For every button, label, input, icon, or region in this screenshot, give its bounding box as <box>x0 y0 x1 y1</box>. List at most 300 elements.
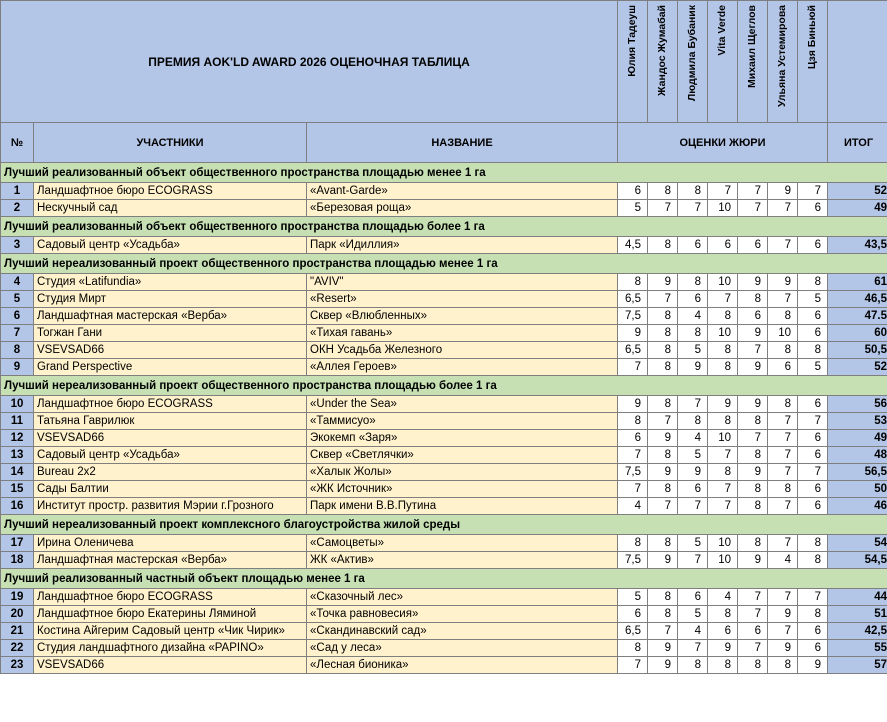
table-row <box>1 342 887 359</box>
score-cell: 8 <box>768 481 798 498</box>
project-name-cell: «Сад у леса» <box>307 640 618 657</box>
score-cell: 6 <box>798 498 828 515</box>
score-cell: 8 <box>648 237 678 254</box>
score-cell: 7 <box>768 430 798 447</box>
score-cell: 9 <box>738 552 768 569</box>
score-cell: 7,5 <box>618 464 648 481</box>
score-cell: 7 <box>708 481 738 498</box>
score-cell: 6 <box>678 481 708 498</box>
score-cell: 8 <box>768 396 798 413</box>
participant-cell: Институт простр. развития Мэрии г.Грозного <box>34 498 307 515</box>
score-cell: 7 <box>738 183 768 200</box>
score-cell: 5 <box>678 447 708 464</box>
table-row <box>1 498 887 515</box>
score-cell: 9 <box>738 274 768 291</box>
score-cell: 7 <box>618 481 648 498</box>
score-cell: 6 <box>798 237 828 254</box>
score-cell: 8 <box>678 413 708 430</box>
score-cell: 7 <box>798 413 828 430</box>
score-cell: 4,5 <box>618 237 648 254</box>
score-cell: 7 <box>708 498 738 515</box>
score-cell: 8 <box>708 359 738 376</box>
total-cell: 51 <box>828 606 887 623</box>
score-cell: 8 <box>708 657 738 674</box>
score-cell: 8 <box>618 640 648 657</box>
score-cell: 6 <box>738 308 768 325</box>
row-number: 16 <box>1 498 34 515</box>
total-cell: 52 <box>828 359 887 376</box>
table-row <box>1 552 887 569</box>
score-cell: 7 <box>798 589 828 606</box>
score-cell: 9 <box>648 640 678 657</box>
project-name-cell: «Самоцветы» <box>307 535 618 552</box>
project-name-cell: «Avant-Garde» <box>307 183 618 200</box>
score-cell: 8 <box>648 396 678 413</box>
table-row <box>1 640 887 657</box>
table-row <box>1 200 887 217</box>
score-cell: 6 <box>798 623 828 640</box>
project-name-cell: Сквер «Влюбленных» <box>307 308 618 325</box>
score-cell: 8 <box>678 183 708 200</box>
score-cell: 7 <box>738 589 768 606</box>
table-row <box>1 413 887 430</box>
score-cell: 6,5 <box>618 291 648 308</box>
row-number: 11 <box>1 413 34 430</box>
table-row <box>1 325 887 342</box>
table-row <box>1 359 887 376</box>
participant-cell: Студия ландшафтного дизайна «PAPINO» <box>34 640 307 657</box>
score-cell: 7 <box>708 447 738 464</box>
score-cell: 9 <box>768 274 798 291</box>
score-cell: 8 <box>708 413 738 430</box>
score-cell: 7 <box>738 200 768 217</box>
score-cell: 5 <box>618 200 648 217</box>
table-row <box>1 464 887 481</box>
score-cell: 5 <box>678 342 708 359</box>
score-cell: 9 <box>678 359 708 376</box>
score-cell: 7 <box>648 623 678 640</box>
score-cell: 10 <box>708 535 738 552</box>
score-cell: 7 <box>618 359 648 376</box>
total-cell: 60 <box>828 325 887 342</box>
project-name-cell: «Лесная бионика» <box>307 657 618 674</box>
project-name-cell: "AVIV" <box>307 274 618 291</box>
score-cell: 7 <box>768 623 798 640</box>
row-number: 4 <box>1 274 34 291</box>
project-name-cell: Сквер «Светлячки» <box>307 447 618 464</box>
category-title: Лучший нереализованный проект общественного пространства площадью менее 1 га <box>1 254 887 274</box>
score-cell: 7 <box>768 291 798 308</box>
total-cell: 50 <box>828 481 887 498</box>
project-name-cell: «Тихая гавань» <box>307 325 618 342</box>
participant-cell: Студия Мирт <box>34 291 307 308</box>
row-number: 13 <box>1 447 34 464</box>
total-cell: 48 <box>828 447 887 464</box>
score-cell: 9 <box>738 325 768 342</box>
score-cell: 8 <box>678 325 708 342</box>
row-number: 7 <box>1 325 34 342</box>
score-cell: 7 <box>678 498 708 515</box>
header-total: ИТОГ <box>828 123 887 163</box>
participant-cell: Татьяна Гаврилюк <box>34 413 307 430</box>
table-row <box>1 657 887 674</box>
score-cell: 7 <box>738 606 768 623</box>
project-name-cell: Экокемп «Заря» <box>307 430 618 447</box>
score-cell: 10 <box>708 325 738 342</box>
score-cell: 6,5 <box>618 623 648 640</box>
participant-cell: Ирина Оленичева <box>34 535 307 552</box>
project-name-cell: «Аллея Героев» <box>307 359 618 376</box>
score-cell: 6 <box>798 481 828 498</box>
score-cell: 9 <box>738 396 768 413</box>
category-title: Лучший реализованный объект общественного пространства площадью более 1 га <box>1 217 887 237</box>
score-cell: 9 <box>648 552 678 569</box>
score-cell: 8 <box>648 308 678 325</box>
score-cell: 9 <box>648 657 678 674</box>
score-cell: 7 <box>768 447 798 464</box>
score-cell: 9 <box>648 274 678 291</box>
total-cell: 52 <box>828 183 887 200</box>
score-cell: 10 <box>768 325 798 342</box>
score-cell: 7 <box>648 291 678 308</box>
score-cell: 5 <box>798 291 828 308</box>
score-cell: 8 <box>738 447 768 464</box>
score-cell: 9 <box>708 396 738 413</box>
header-num: № <box>1 123 34 163</box>
score-cell: 8 <box>648 447 678 464</box>
score-cell: 9 <box>738 359 768 376</box>
score-cell: 10 <box>708 274 738 291</box>
score-cell: 10 <box>708 430 738 447</box>
participant-cell: VSEVSAD66 <box>34 430 307 447</box>
category-row <box>1 515 887 535</box>
score-cell: 6 <box>798 430 828 447</box>
score-cell: 4 <box>678 308 708 325</box>
score-cell: 8 <box>648 342 678 359</box>
category-title: Лучший нереализованный проект комплексного благоустройства жилой среды <box>1 515 887 535</box>
score-cell: 5 <box>678 606 708 623</box>
score-cell: 7 <box>768 535 798 552</box>
score-cell: 8 <box>798 606 828 623</box>
score-cell: 8 <box>798 535 828 552</box>
row-number: 15 <box>1 481 34 498</box>
total-cell: 49 <box>828 430 887 447</box>
jury-name: Михаил Щеглов <box>738 1 768 123</box>
score-cell: 6 <box>708 237 738 254</box>
score-cell: 6 <box>798 325 828 342</box>
participant-cell: Grand Perspective <box>34 359 307 376</box>
score-cell: 8 <box>618 535 648 552</box>
column-header-row <box>1 123 887 163</box>
category-title: Лучший реализованный частный объект площадью менее 1 га <box>1 569 887 589</box>
row-number: 12 <box>1 430 34 447</box>
row-number: 22 <box>1 640 34 657</box>
score-cell: 7 <box>618 447 648 464</box>
score-cell: 4 <box>768 552 798 569</box>
score-cell: 7 <box>768 464 798 481</box>
total-cell: 46 <box>828 498 887 515</box>
score-cell: 6 <box>678 237 708 254</box>
score-cell: 10 <box>708 552 738 569</box>
score-cell: 8 <box>798 274 828 291</box>
category-title: Лучший нереализованный проект общественного пространства площадью более 1 га <box>1 376 887 396</box>
score-cell: 8 <box>648 183 678 200</box>
score-cell: 7 <box>678 640 708 657</box>
jury-name: Ульяна Устемирова <box>768 1 798 123</box>
row-number: 18 <box>1 552 34 569</box>
project-name-cell: «Скандинавский сад» <box>307 623 618 640</box>
project-name-cell: «Under the Sea» <box>307 396 618 413</box>
participant-cell: Ландшафтное бюро ECOGRASS <box>34 183 307 200</box>
score-cell: 4 <box>708 589 738 606</box>
participant-cell: Студия «Latifundia» <box>34 274 307 291</box>
participant-cell: Костина Айгерим Садовый центр «Чик Чирик» <box>34 623 307 640</box>
score-cell: 8 <box>708 342 738 359</box>
row-number: 23 <box>1 657 34 674</box>
row-number: 1 <box>1 183 34 200</box>
score-cell: 8 <box>618 413 648 430</box>
table-row <box>1 183 887 200</box>
participant-cell: VSEVSAD66 <box>34 657 307 674</box>
score-cell: 7 <box>618 657 648 674</box>
score-cell: 7 <box>738 342 768 359</box>
score-cell: 8 <box>798 552 828 569</box>
table-row <box>1 237 887 254</box>
score-cell: 9 <box>738 464 768 481</box>
participant-cell: Садовый центр «Усадьба» <box>34 447 307 464</box>
score-cell: 6 <box>798 640 828 657</box>
row-number: 6 <box>1 308 34 325</box>
participant-cell: Ландшафтная мастерская «Верба» <box>34 308 307 325</box>
score-cell: 6 <box>798 308 828 325</box>
total-cell: 42,5 <box>828 623 887 640</box>
row-number: 9 <box>1 359 34 376</box>
total-cell: 50,5 <box>828 342 887 359</box>
row-number: 2 <box>1 200 34 217</box>
score-cell: 6 <box>678 589 708 606</box>
score-cell: 9 <box>678 464 708 481</box>
table-row <box>1 274 887 291</box>
score-cell: 8 <box>648 589 678 606</box>
score-cell: 8 <box>798 342 828 359</box>
score-cell: 8 <box>648 325 678 342</box>
score-cell: 7 <box>648 200 678 217</box>
score-cell: 7 <box>708 183 738 200</box>
title-row <box>1 1 887 123</box>
score-cell: 9 <box>768 183 798 200</box>
project-name-cell: ЖК «Актив» <box>307 552 618 569</box>
score-cell: 8 <box>708 464 738 481</box>
score-cell: 4 <box>678 623 708 640</box>
score-cell: 8 <box>768 342 798 359</box>
score-cell: 8 <box>678 274 708 291</box>
score-cell: 4 <box>618 498 648 515</box>
score-cell: 8 <box>768 308 798 325</box>
score-cell: 6,5 <box>618 342 648 359</box>
score-cell: 10 <box>708 200 738 217</box>
project-name-cell: «Березовая роща» <box>307 200 618 217</box>
header-blank <box>828 1 887 123</box>
project-name-cell: «Точка равновесия» <box>307 606 618 623</box>
score-cell: 7 <box>738 430 768 447</box>
header-participants: УЧАСТНИКИ <box>34 123 307 163</box>
participant-cell: Ландшафтное бюро ECOGRASS <box>34 396 307 413</box>
score-cell: 8 <box>738 657 768 674</box>
score-cell: 8 <box>648 606 678 623</box>
score-cell: 9 <box>648 464 678 481</box>
score-cell: 8 <box>648 359 678 376</box>
total-cell: 57 <box>828 657 887 674</box>
table-row <box>1 589 887 606</box>
participant-cell: Садовый центр «Усадьба» <box>34 237 307 254</box>
project-name-cell: «Халык Жолы» <box>307 464 618 481</box>
score-cell: 6 <box>768 359 798 376</box>
category-row <box>1 254 887 274</box>
score-cell: 6 <box>678 291 708 308</box>
total-cell: 47.5 <box>828 308 887 325</box>
table-row <box>1 535 887 552</box>
score-cell: 6 <box>738 623 768 640</box>
project-name-cell: «Resert» <box>307 291 618 308</box>
score-cell: 7 <box>678 200 708 217</box>
page-title: ПРЕМИЯ AOK'LD AWARD 2026 ОЦЕНОЧНАЯ ТАБЛИЦА <box>1 1 618 123</box>
score-cell: 4 <box>678 430 708 447</box>
category-row <box>1 376 887 396</box>
total-cell: 54,5 <box>828 552 887 569</box>
category-row <box>1 569 887 589</box>
score-cell: 7 <box>708 291 738 308</box>
score-cell: 7 <box>798 464 828 481</box>
score-cell: 9 <box>618 396 648 413</box>
score-cell: 8 <box>708 606 738 623</box>
jury-name: Юлия Тадеуш <box>618 1 648 123</box>
total-cell: 55 <box>828 640 887 657</box>
score-cell: 6 <box>618 430 648 447</box>
participant-cell: Нескучный сад <box>34 200 307 217</box>
score-cell: 7,5 <box>618 308 648 325</box>
row-number: 3 <box>1 237 34 254</box>
score-cell: 5 <box>618 589 648 606</box>
participant-cell: Ландшафтное бюро ECOGRASS <box>34 589 307 606</box>
project-name-cell: Парк имени В.В.Путина <box>307 498 618 515</box>
score-cell: 6 <box>708 623 738 640</box>
total-cell: 61 <box>828 274 887 291</box>
table-row <box>1 430 887 447</box>
total-cell: 54 <box>828 535 887 552</box>
score-cell: 9 <box>768 606 798 623</box>
jury-name: Цзя Биньюй <box>798 1 828 123</box>
category-row <box>1 163 887 183</box>
score-cell: 9 <box>708 640 738 657</box>
score-cell: 8 <box>738 291 768 308</box>
project-name-cell: «ЖК Источник» <box>307 481 618 498</box>
participant-cell: Тогжан Гани <box>34 325 307 342</box>
score-cell: 7 <box>648 498 678 515</box>
score-cell: 6 <box>738 237 768 254</box>
total-cell: 56,5 <box>828 464 887 481</box>
row-number: 10 <box>1 396 34 413</box>
row-number: 5 <box>1 291 34 308</box>
score-cell: 8 <box>738 413 768 430</box>
table-body <box>1 163 887 674</box>
total-cell: 43,5 <box>828 237 887 254</box>
score-cell: 6 <box>618 606 648 623</box>
score-cell: 8 <box>648 535 678 552</box>
score-cell: 8 <box>618 274 648 291</box>
score-cell: 8 <box>738 498 768 515</box>
row-number: 19 <box>1 589 34 606</box>
score-cell: 6 <box>798 447 828 464</box>
participant-cell: Сады Балтии <box>34 481 307 498</box>
jury-name: Vita Verde <box>708 1 738 123</box>
score-cell: 7 <box>768 498 798 515</box>
score-cell: 8 <box>708 308 738 325</box>
score-cell: 7 <box>768 413 798 430</box>
project-name-cell: Парк «Идиллия» <box>307 237 618 254</box>
category-row <box>1 217 887 237</box>
participant-cell: Bureau 2x2 <box>34 464 307 481</box>
table-row <box>1 447 887 464</box>
score-cell: 6 <box>798 396 828 413</box>
score-cell: 9 <box>648 430 678 447</box>
row-number: 21 <box>1 623 34 640</box>
project-name-cell: «Таммисуо» <box>307 413 618 430</box>
score-cell: 9 <box>768 640 798 657</box>
score-cell: 7,5 <box>618 552 648 569</box>
table-row <box>1 481 887 498</box>
total-cell: 53 <box>828 413 887 430</box>
score-cell: 7 <box>678 396 708 413</box>
score-cell: 9 <box>618 325 648 342</box>
jury-name: Людмила Бубаник <box>678 1 708 123</box>
score-cell: 8 <box>738 481 768 498</box>
score-cell: 7 <box>798 183 828 200</box>
total-cell: 44 <box>828 589 887 606</box>
participant-cell: VSEVSAD66 <box>34 342 307 359</box>
row-number: 20 <box>1 606 34 623</box>
table-row <box>1 308 887 325</box>
score-cell: 7 <box>678 552 708 569</box>
table-row <box>1 291 887 308</box>
category-title: Лучший реализованный объект общественного пространства площадью менее 1 га <box>1 163 887 183</box>
score-cell: 9 <box>798 657 828 674</box>
participant-cell: Ландшафтное бюро Екатерины Ляминой <box>34 606 307 623</box>
score-cell: 8 <box>678 657 708 674</box>
header-scores: ОЦЕНКИ ЖЮРИ <box>618 123 828 163</box>
jury-name: Жандос Жумабай <box>648 1 678 123</box>
score-cell: 7 <box>648 413 678 430</box>
row-number: 14 <box>1 464 34 481</box>
total-cell: 46,5 <box>828 291 887 308</box>
header-name: НАЗВАНИЕ <box>307 123 618 163</box>
total-cell: 49 <box>828 200 887 217</box>
score-cell: 7 <box>768 589 798 606</box>
row-number: 8 <box>1 342 34 359</box>
table-row <box>1 623 887 640</box>
score-cell: 8 <box>768 657 798 674</box>
score-cell: 6 <box>798 200 828 217</box>
score-cell: 6 <box>618 183 648 200</box>
score-cell: 5 <box>798 359 828 376</box>
project-name-cell: «Сказочный лес» <box>307 589 618 606</box>
score-cell: 7 <box>768 200 798 217</box>
score-cell: 7 <box>738 640 768 657</box>
score-cell: 7 <box>768 237 798 254</box>
score-cell: 8 <box>648 481 678 498</box>
table-row <box>1 606 887 623</box>
total-cell: 56 <box>828 396 887 413</box>
score-cell: 8 <box>738 535 768 552</box>
